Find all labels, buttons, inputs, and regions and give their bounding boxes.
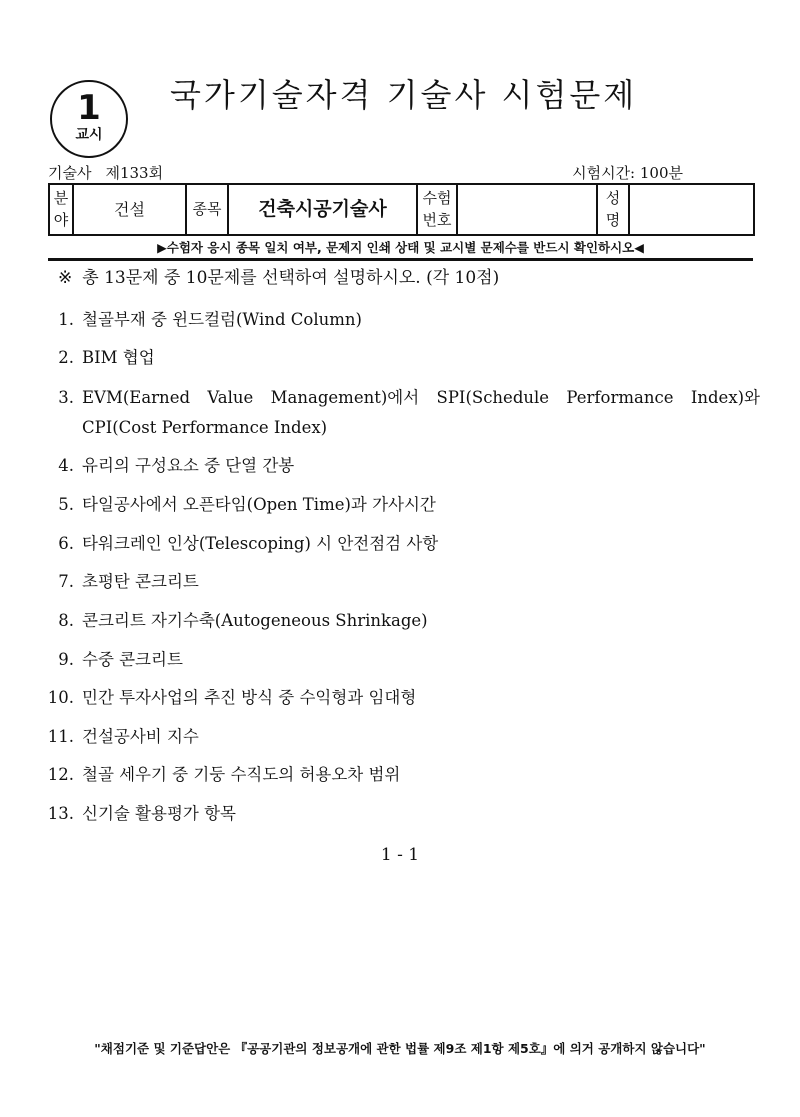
session-label: 교시 — [75, 127, 103, 143]
instruction — [58, 266, 748, 290]
question-text: EVM(Earned Value Management)에서 SPI(Schedule Performance Index)와 — [82, 388, 760, 407]
question-number: 9. — [58, 650, 74, 669]
question-number: 11. — [47, 727, 74, 746]
question-text: 유리의 구성요소 중 단열 간봉 — [82, 456, 295, 475]
exam-meta-left — [48, 163, 163, 183]
category-value: 건축시공기술사 — [228, 184, 417, 235]
question-number: 3. — [58, 388, 74, 407]
name-field[interactable] — [629, 184, 754, 235]
question-text: 건설공사비 지수 — [82, 727, 199, 746]
question-number: 1. — [58, 310, 74, 329]
question-text: 수중 콘크리트 — [82, 650, 183, 669]
category-label: 종목 — [186, 184, 228, 235]
exam-notice: ▶수험자 응시 종목 일치 여부, 문제지 인쇄 상태 및 교시별 문제수를 반드시 확인하시오◀ — [48, 238, 753, 261]
question-text: 초평탄 콘크리트 — [82, 572, 199, 591]
field-value: 건설 — [73, 184, 186, 235]
question-number: 8. — [58, 611, 74, 630]
question-text-continuation: CPI(Cost Performance Index) — [82, 418, 328, 437]
question-number: 10. — [47, 688, 74, 707]
question-number: 6. — [58, 534, 74, 553]
page-title: 국가기술자격 기술사 시험문제 — [170, 76, 638, 114]
field-label: 분야 — [49, 184, 73, 235]
question-number: 5. — [58, 495, 74, 514]
page-number: 1 - 1 — [380, 845, 420, 865]
question-text: 민간 투자사업의 추진 방식 중 수익형과 임대형 — [82, 688, 417, 707]
question-text: 철골부재 중 윈드컬럼(Wind Column) — [82, 310, 362, 329]
question-text: 신기술 활용평가 항목 — [82, 804, 236, 823]
question-number: 12. — [47, 765, 74, 784]
exam-number-label: 수험번호 — [417, 184, 457, 235]
question-text: 타일공사에서 오픈타임(Open Time)과 가사시간 — [82, 495, 436, 514]
question-text: BIM 협업 — [82, 348, 155, 367]
qualification-level: 기술사 — [48, 164, 92, 182]
question-number: 2. — [58, 348, 74, 367]
question-text: 콘크리트 자기수축(Autogeneous Shrinkage) — [82, 611, 428, 630]
session-number: 1 — [77, 88, 101, 128]
exam-meta-row — [48, 163, 753, 183]
question-number: 4. — [58, 456, 74, 475]
name-label: 성명 — [597, 184, 629, 235]
exam-number-field[interactable] — [457, 184, 597, 235]
question-number: 13. — [47, 804, 74, 823]
disclosure-footer: "채점기준 및 기준답안은 『공공기관의 정보공개에 관한 법률 제9조 제1항 제5호』에 의거 공개하지 않습니다" — [94, 1041, 706, 1056]
exam-round: 제133회 — [105, 164, 164, 182]
session-badge — [50, 80, 128, 158]
question-number: 7. — [58, 572, 74, 591]
question-text: 타워크레인 인상(Telescoping) 시 안전점검 사항 — [82, 534, 439, 553]
question-text: 철골 세우기 중 기둥 수직도의 허용오차 범위 — [82, 765, 401, 784]
exam-info-table — [48, 183, 755, 236]
instruction-text: 총 13문제 중 10문제를 선택하여 설명하시오. (각 10점) — [82, 268, 500, 288]
exam-time: 시험시간: 100분 — [572, 164, 683, 182]
reference-mark: ※ — [58, 268, 73, 288]
